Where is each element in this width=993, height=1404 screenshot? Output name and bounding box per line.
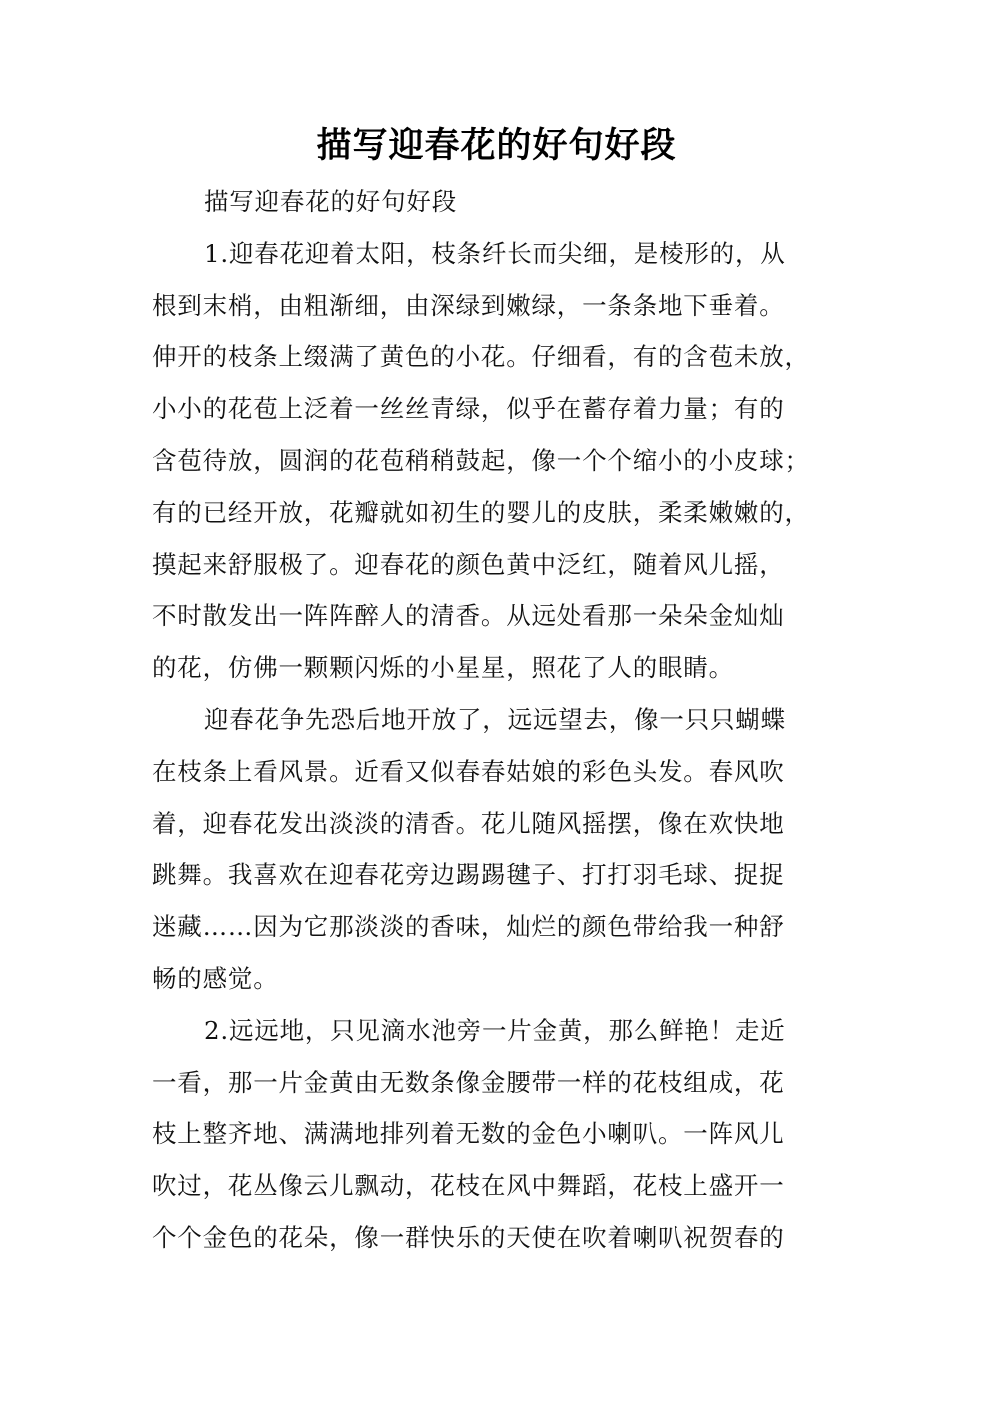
paragraph-2-line-1: 迎春花争先恐后地开放了，远远望去，像一只只蝴蝶 — [204, 704, 786, 734]
document-title: 描写迎春花的好句好段 — [316, 126, 677, 166]
paragraph-1-line-1: 1.迎春花迎着太阳，枝条纤长而尖细，是棱形的，从 — [204, 238, 786, 268]
paragraph-1-line-2: 根到末梢，由粗渐细，由深绿到嫩绿，一条条地下垂着。 — [152, 290, 785, 320]
paragraph-3-line-5: 个个金色的花朵，像一群快乐的天使在吹着喇叭祝贺春的 — [152, 1222, 785, 1252]
paragraph-2-line-6: 畅的感觉。 — [152, 963, 279, 993]
paragraph-1-line-8: 不时散发出一阵阵醉人的清香。从远处看那一朵朵金灿灿 — [152, 601, 785, 631]
paragraph-3-line-3: 枝上整齐地、满满地排列着无数的金色小喇叭。一阵风儿 — [152, 1119, 785, 1149]
paragraph-1-line-7: 摸起来舒服极了。迎春花的颜色黄中泛红，随着风儿摇， — [152, 549, 785, 579]
paragraph-3-line-4: 吹过，花丛像云儿飘动，花枝在风中舞蹈，花枝上盛开一 — [152, 1171, 785, 1201]
paragraph-3-line-2: 一看，那一片金黄由无数条像金腰带一样的花枝组成，花 — [152, 1067, 785, 1097]
paragraph-1-line-6: 有的已经开放，花瓣就如初生的婴儿的皮肤，柔柔嫩嫩的， — [152, 497, 810, 527]
paragraph-1-line-4: 小小的花苞上泛着一丝丝青绿，似乎在蓄存着力量；有的 — [152, 394, 785, 424]
paragraph-2-line-4: 跳舞。我喜欢在迎春花旁边踢踢毽子、打打羽毛球、捉捉 — [152, 860, 785, 890]
paragraph-2-line-5: 迷藏……因为它那淡淡的香味，灿烂的颜色带给我一种舒 — [152, 912, 785, 942]
paragraph-3-line-1: 2.远远地，只见滴水池旁一片金黄，那么鲜艳！走近 — [204, 1015, 786, 1045]
paragraph-2-line-2: 在枝条上看风景。近看又似春春姑娘的彩色头发。春风吹 — [152, 756, 785, 786]
document-body — [152, 176, 832, 1264]
paragraph-1-line-9: 的花，仿佛一颗颗闪烁的小星星，照花了人的眼睛。 — [152, 653, 734, 683]
paragraph-1-line-5: 含苞待放，圆润的花苞稍稍鼓起，像一个个缩小的小皮球； — [152, 445, 810, 475]
paragraph-1-line-3: 伸开的枝条上缀满了黄色的小花。仔细看，有的含苞未放， — [152, 342, 810, 372]
paragraph-2-line-3: 着，迎春花发出淡淡的清香。花儿随风摇摆，像在欢快地 — [152, 808, 785, 838]
subtitle-line: 描写迎春花的好句好段 — [204, 187, 457, 216]
